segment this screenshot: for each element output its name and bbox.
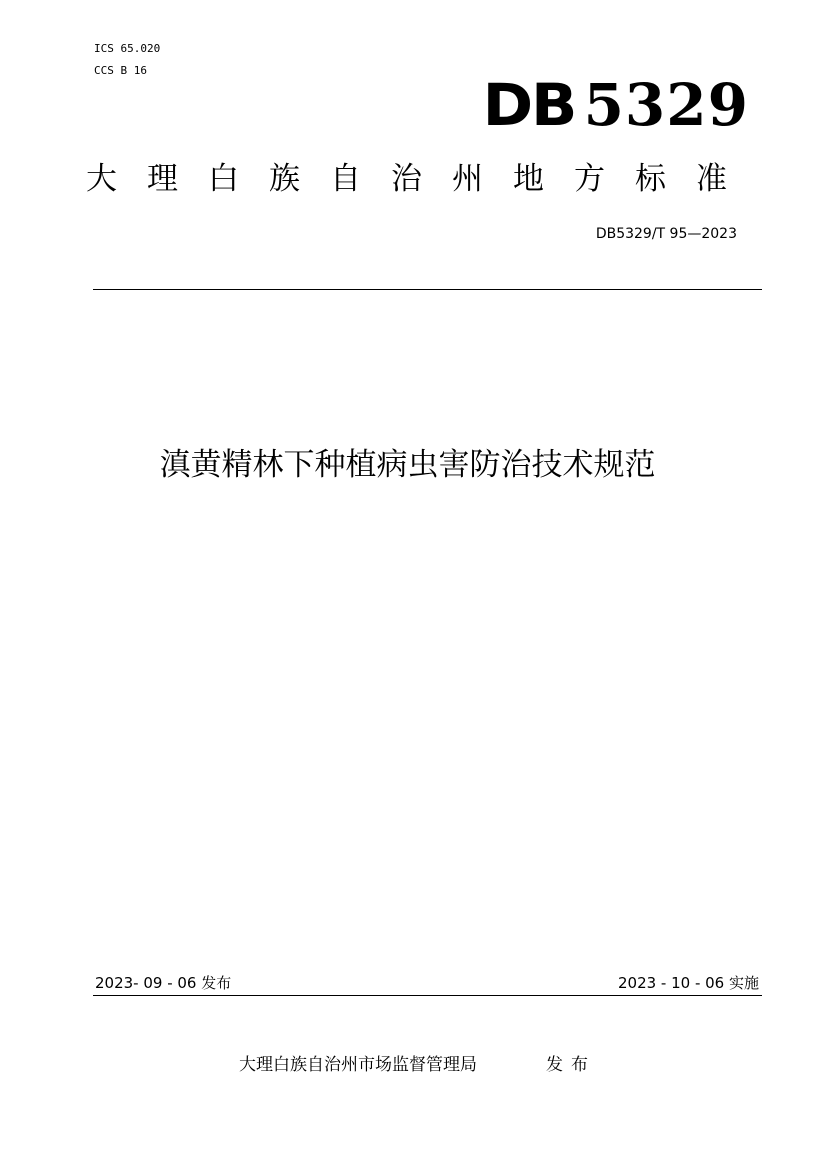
ccs-code: CCS B 16 [94, 64, 147, 77]
issuer-name: 大理白族自治州市场监督管理局 [239, 1055, 477, 1075]
standard-mark-code: 5329 [583, 71, 749, 139]
standard-mark [482, 71, 749, 139]
standard-number: DB5329/T 95—2023 [595, 226, 737, 242]
release-date: 2023- 09 - 06 发布 [95, 974, 232, 992]
footer-divider [93, 995, 762, 996]
document-title: 滇黄精林下种植病虫害防治技术规范 [159, 447, 656, 483]
date-row [95, 973, 759, 1033]
issuer-action: 发布 [546, 1055, 596, 1075]
ics-code: ICS 65.020 [94, 42, 161, 55]
implementation-date: 2023 - 10 - 06 实施 [617, 974, 759, 992]
issuing-authority-heading: 大理白族自治州地方标准 [86, 161, 757, 197]
header-divider [93, 289, 762, 290]
standard-mark-prefix: DB [482, 71, 576, 139]
